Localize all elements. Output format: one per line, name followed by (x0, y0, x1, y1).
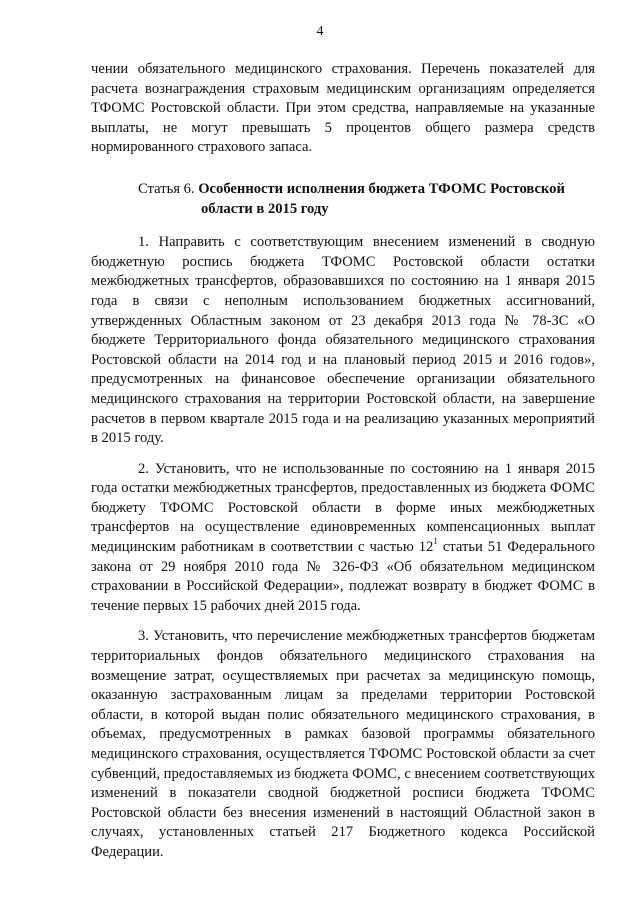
article-heading (91, 180, 595, 219)
article-item-2-text-cont: статьи 51 Федерального закона от 29 ноября 2010 года № 326-ФЗ «Об обязательном медицинском страховании в Российской Федерации», подлежат возврату в бюджет ФОМС в течение первых 15 рабочих дней 2015 года. (91, 539, 595, 614)
article-number: Статья 6. (138, 180, 195, 197)
article-item-3: 3. Установить, что перечисление межбюджетных трансфертов бюджетам территориальных фондов обязательного медицинского страхования на возмещение затрат, осуществляемых при расчетах за медицинскую помощь, оказанную застрахованным лицам за пределами территории Ростовской области, в которой выдан полис обязательного медицинского страхования, в объемах, предусмотренных в рамках базовой программы обязательного медицинского страхования, осуществляется ТФОМС Ростовской области за счет субвенций, предоставляемых из бюджета ФОМС, с внесением соответствующих изменений в показатели сводной бюджетной росписи бюджета ТФОМС Ростовской области без внесения изменений в настоящий Областной закон в случаях, установленных статьей 217 Бюджетного кодекса Российской Федерации. (91, 628, 595, 860)
footnote-superscript: 1 (433, 536, 438, 547)
article-title-line1: Особенности исполнения бюджета ТФОМС Ростовской (198, 180, 565, 197)
article-item-2-text: 2. Установить, что не использованные по состоянию на 1 января 2015 года остатки межбюджетных трансфертов, предоставленных из бюджета ФОМС бюджету ТФОМС Ростовской области в форме иных межбюджетных трансфертов на осуществление единовременных компенсационных выплат медицинским работникам в соответствии с частью 12 (91, 460, 595, 556)
article-item-2 (91, 460, 595, 617)
article-item-1: 1. Направить с соответствующим внесением изменений в сводную бюджетную роспись бюджета ТФОМС Ростовской области остатки межбюджетных трансфертов, образовавшихся по состоянию на 1 января 2015 года в связи с неполным использованием бюджетных ассигнований, утвержденных Областным законом от 23 декабря 2013 года № 78-ЗС «О бюджете Территориального фонда обязательного медицинского страхования Ростовской области на 2014 год и на плановый период 2015 и 2016 годов», предусмотренных на финансовое обеспечение организации обязательного медицинского страхования на территории Ростовской области, на завершение расчетов в первом квартале 2015 года и на реализацию указанных мероприятий в 2015 году. (91, 234, 595, 447)
intro-paragraph: чении обязательного медицинского страхования. Перечень показателей для расчета вознаграждения страховым медицинским организациям определяется ТФОМС Ростовской области. При этом средства, направляемые на указанные выплаты, не могут превышать 5 процентов общего размера средств нормированного страхового запаса. (91, 61, 595, 156)
document-body (91, 60, 595, 863)
article-title-line2: области в 2015 году (201, 200, 329, 217)
page-number: 4 (316, 24, 324, 39)
